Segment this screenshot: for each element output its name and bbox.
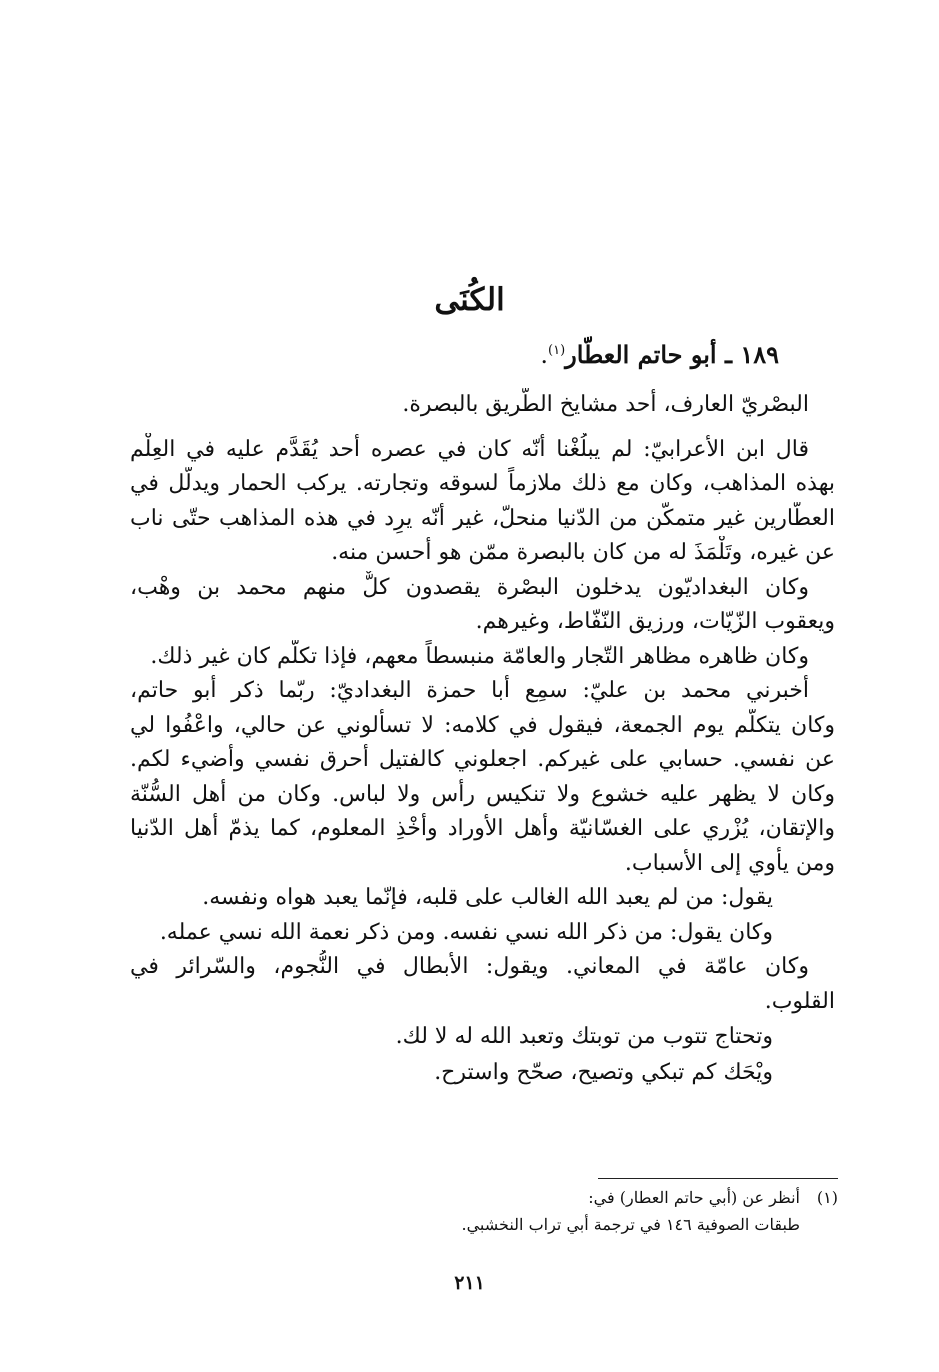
text-line: والإتقان، يُزْري على الغسّانيّة وأهل الأوراد وأخْذِ المعلوم، كما يذمّ أهل الدّنيا [130, 816, 835, 841]
text-line: ومن يأوي إلى الأسباب. [624, 850, 835, 876]
footnote-line [238, 1184, 838, 1211]
text-line: وكان البغداديّون يدخلون البصْرة يقصدون كلٌّ منهم محمد بن وهْب، [130, 574, 809, 600]
footnotes [238, 1184, 838, 1238]
text-line: ويعقوب الزّيّات، ورزيق النّفّاط، وغيرهم. [475, 609, 835, 634]
footnote-number: (١) [816, 1188, 838, 1207]
entry-name: أبو حاتم العطّار [565, 340, 717, 369]
footnote-line: طبقات الصوفية ١٤٦ في ترجمة أبي تراب النخشبي. [461, 1215, 800, 1234]
footnote-marker: (١) [548, 343, 566, 358]
footnote-divider [598, 1178, 838, 1179]
poem-line: وتحتاج تتوب من توبتك وتعبد الله له لا لك. [395, 1024, 773, 1049]
text-line: عن نفسي. حسابي على غيركم. اجعلوني كالفتيل أحرق نفسي وأضيء لكم. [130, 747, 835, 772]
entry-dash: ـ [724, 340, 732, 369]
body-text [130, 388, 835, 1091]
text-line: أخبرني محمد بن عليّ: سمِع أبا حمزة البغداديّ: ربّما ذكر أبو حاتم، [130, 678, 809, 703]
text-line: يقول: من لم يعبد الله الغالب على قلبه، فإنّما يعبد هواه ونفسه. [202, 885, 773, 910]
entry-tail: . [540, 341, 549, 369]
text-line: وكان يقول: من ذكر الله نسي نفسه. ومن ذكر نعمة الله نسي عمله. [159, 919, 773, 945]
text-line: وكان لا يظهر عليه خشوع ولا تنكيس رأس ولا لباس. وكان من أهل السُّنّة [130, 781, 835, 807]
text-line: بهذه المذاهب، وكان مع ذلك ملازماً لسوقه وتجارته. يركب الحمار ويدلّل في [130, 471, 835, 496]
page-number: ٢١١ [454, 1272, 485, 1294]
text-line: وكان يتكلّم يوم الجمعة، فيقول في كلامه: لا تسألوني عن حالي، واعْفُوا لي [130, 712, 835, 738]
text-line: وكان عامّة في المعاني. ويقول: الأبطال في النُّجوم، والسّرائر في [130, 954, 809, 979]
text-line: وكان ظاهره مظاهر التّجار والعامّة منبسطاً معهم، فإذا تكلّم كان غير ذلك. [150, 643, 809, 669]
entry-number: ١٨٩ [740, 340, 779, 369]
text-line: عن غيره، وتَلْمَذَ له من كان بالبصرة ممّن هو أحسن منه. [331, 540, 835, 565]
text-line: البصْريّ العارف، أحد مشايخ الطّريق بالبصرة. [402, 392, 809, 417]
text-line: القلوب. [764, 988, 835, 1014]
text-line: العطّارين غير متمكّن من الدّنيا منحلّ، غير أنّه يرِد في هذه المذاهب حتّى ناب [130, 505, 835, 531]
text-line: قال ابن الأعرابيّ: لم يبلُغْنا أنّه كان في عصره أحد يُقَدَّم عليه في العِلْم [130, 436, 809, 462]
entry-heading [540, 340, 779, 369]
poem-line: ويْحَك كم تبكي وتصيح، صحّح واسترح. [434, 1060, 773, 1085]
section-title: الكُنَى [434, 282, 505, 318]
footnote-text: أنظر عن (أبي حاتم العطار) في: [588, 1188, 800, 1207]
